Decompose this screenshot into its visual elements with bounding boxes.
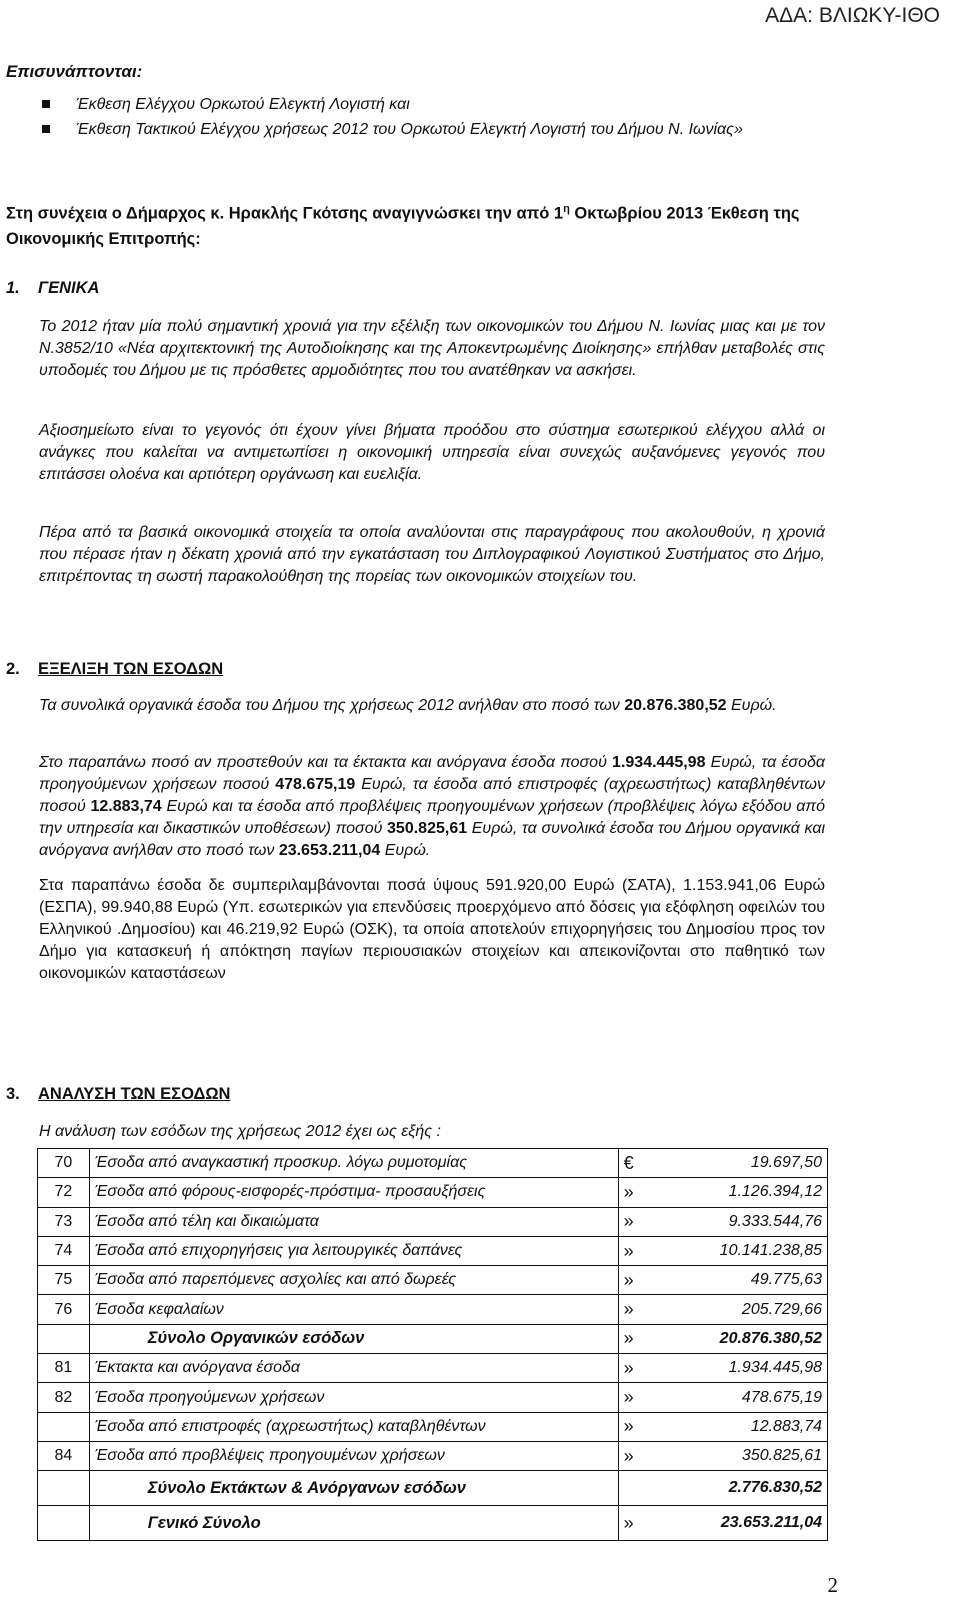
amount-bold: 1.934.445,98 — [612, 754, 706, 771]
row-description: Γενικό Σύνολο — [89, 1506, 618, 1541]
row-symbol: » — [618, 1266, 660, 1295]
section-2-heading — [6, 660, 223, 679]
table-row — [38, 1383, 828, 1412]
section-1-paragraph: Πέρα από τα βασικά οικονομικά στοιχεία τα οποία αναλύονται στις παραγράφους που ακολουθούν, η χρονιά που πέρασε ήταν η δέκατη χρονιά από την εγκατάσταση του Διπλογραφικού Λογιστικού Συστήματος στο Δήμο, επιτρέποντας τη σωστή παρακολούθηση της πορείας των οικονομικών στοιχείων του. — [39, 524, 825, 585]
row-code: 73 — [38, 1207, 90, 1236]
row-code: 72 — [38, 1178, 90, 1207]
row-amount: 20.876.380,52 — [660, 1324, 828, 1353]
intro-superscript: η — [563, 203, 570, 215]
section-title: ΑΝΑΛΥΣΗ ΤΩΝ ΕΣΟΔΩΝ — [38, 1085, 231, 1103]
row-description: Έσοδα από φόρους-εισφορές-πρόστιμα- προσαυξήσεις — [89, 1178, 618, 1207]
amount-bold: 478.675,19 — [275, 776, 356, 793]
row-symbol: » — [618, 1178, 660, 1207]
row-symbol: » — [618, 1207, 660, 1236]
row-description: Σύνολο Οργανικών εσόδων — [89, 1324, 618, 1353]
amount-bold: 12.883,74 — [90, 798, 162, 815]
paragraph-text: Ευρώ. — [726, 697, 777, 714]
row-symbol: » — [618, 1441, 660, 1470]
total-revenue-paragraph — [39, 752, 825, 862]
section-title: ΕΞΕΛΙΞΗ ΤΩΝ ΕΣΟΔΩΝ — [38, 660, 224, 678]
row-symbol: » — [618, 1324, 660, 1353]
amount-bold: 20.876.380,52 — [624, 697, 727, 714]
table-row — [38, 1207, 828, 1236]
row-amount: 12.883,74 — [660, 1412, 828, 1441]
paragraph-text: Στο παραπάνω ποσό αν προστεθούν και τα έκτακτα και ανόργανα έσοδα ποσού — [39, 754, 613, 771]
row-amount: 205.729,66 — [660, 1295, 828, 1324]
row-description: Έσοδα από αναγκαστική προσκυρ. λόγω ρυμοτομίας — [89, 1149, 618, 1178]
intro-text: Στη συνέχεια ο Δήμαρχος κ. Ηρακλής Γκότσης αναγιγνώσκει την από 1 — [6, 204, 564, 223]
excluded-revenue-paragraph: Στα παραπάνω έσοδα δε συμπεριλαμβάνονται ποσά ύψους 591.920,00 Ευρώ (ΣΑΤΑ), 1.153.941,06 Ευρώ (ΕΣΠΑ), 99.940,88 Ευρώ (Υπ. εσωτερικών για επενδύσεις προερχόμενο από δόσεις για εξόφληση οφειλών του Ελληνικού .Δημοσίου) και 46.219,92 Ευρώ (ΟΣΚ), τα οποία αποτελούν επιχορηγήσεις του Δημοσίου προς τον Δήμο για κατασκευή ή απόκτηση παγίων περιουσιακών στοιχείων και απεικονίζονται στο παθητικό των οικονομικών καταστάσεων — [39, 877, 825, 982]
table-row — [38, 1149, 828, 1178]
row-symbol: » — [618, 1412, 660, 1441]
table-row — [38, 1471, 828, 1506]
section-1-paragraph: Αξιοσημείωτο είναι το γεγονός ότι έχουν γίνει βήματα προόδου στο σύστημα εσωτερικού ελέγχου αλλά οι ανάγκες που καλείται να αντιμετωπίσει η οικονομική υπηρεσία είναι συνεχώς αυξανόμενες γεγονός που επιτάσσει ολοένα και αρτιότερη οργάνωση και ευελιξία. — [39, 422, 825, 483]
row-amount: 9.333.544,76 — [660, 1207, 828, 1236]
row-code — [38, 1506, 90, 1541]
row-code: 81 — [38, 1354, 90, 1383]
revenue-table-body — [38, 1149, 828, 1541]
attachments-title: Επισυνάπτονται: — [6, 62, 143, 81]
section-number: 2. — [6, 660, 20, 678]
row-amount: 10.141.238,85 — [660, 1236, 828, 1265]
row-code: 76 — [38, 1295, 90, 1324]
row-code: 75 — [38, 1266, 90, 1295]
row-symbol: » — [618, 1506, 660, 1541]
section-number: 3. — [6, 1085, 20, 1103]
section-number: 1. — [6, 279, 20, 297]
section-3-heading — [6, 1085, 230, 1104]
page-number: 2 — [827, 1573, 838, 1597]
intro-paragraph — [6, 197, 826, 252]
paragraph-text: Ευρώ, τα έσοδα από επιστροφές (αχρεωστήτως) καταβληθέντων ποσού — [39, 776, 826, 815]
section-1-paragraph: Το 2012 ήταν μία πολύ σημαντική χρονιά για την εξέλιξη των οικονομικών του Δήμου Ν. Ιωνίας μιας και με τον Ν.3852/10 «Νέα αρχιτεκτονική της Αυτοδιοίκησης και της Αποκεντρωμένης Διοίκησης» επήλθαν μεταβολές στις υποδομές του Δήμου με τις πρόσθετες αρμοδιότητες που του ανατέθηκαν να ασκήσει. — [39, 318, 825, 379]
row-symbol: » — [618, 1236, 660, 1265]
table-row — [38, 1236, 828, 1265]
row-amount: 49.775,63 — [660, 1266, 828, 1295]
row-description: Έσοδα προηγούμενων χρήσεων — [89, 1383, 618, 1412]
row-symbol: € — [618, 1149, 660, 1178]
row-description: Έσοδα από επιστροφές (αχρεωστήτως) καταβληθέντων — [89, 1412, 618, 1441]
row-code — [38, 1471, 90, 1506]
row-code: 84 — [38, 1441, 90, 1470]
section-title: ΓΕΝΙΚΑ — [38, 279, 100, 297]
section-1-heading — [6, 279, 99, 298]
amount-bold: 23.653.211,04 — [278, 842, 381, 859]
amount-bold: 350.825,61 — [387, 820, 468, 837]
row-amount: 23.653.211,04 — [660, 1506, 828, 1541]
ada-code-header: ΑΔΑ: ΒΛΙΩΚΥ-ΙΘΟ — [765, 4, 940, 27]
row-description: Έσοδα από προβλέψεις προηγουμένων χρήσεων — [89, 1441, 618, 1470]
table-row — [38, 1441, 828, 1470]
row-code: 70 — [38, 1149, 90, 1178]
table-row — [38, 1354, 828, 1383]
table-row — [38, 1324, 828, 1353]
table-row — [38, 1295, 828, 1324]
row-description: Έσοδα από επιχορηγήσεις για λειτουργικές δαπάνες — [89, 1236, 618, 1265]
row-description: Έσοδα κεφαλαίων — [89, 1295, 618, 1324]
row-description: Έκτακτα και ανόργανα έσοδα — [89, 1354, 618, 1383]
paragraph-text: Ευρώ. — [380, 842, 431, 859]
row-description: Σύνολο Εκτάκτων & Ανόργανων εσόδων — [89, 1471, 618, 1506]
row-code: 74 — [38, 1236, 90, 1265]
paragraph-text: Ευρώ, τα συνολικά έσοδα του Δήμου οργανικά και ανόργανα ανήλθαν στο ποσό των — [39, 820, 826, 859]
row-symbol — [618, 1471, 660, 1506]
row-amount: 350.825,61 — [660, 1441, 828, 1470]
paragraph-text: Τα συνολικά οργανικά έσοδα του Δήμου της χρήσεως 2012 ανήλθαν στο ποσό των — [39, 697, 625, 714]
row-amount: 1.934.445,98 — [660, 1354, 828, 1383]
intro-text-end: Οκτωβρίου 2013 Έκθεση της Οικονομικής Επιτροπής: — [6, 204, 800, 248]
table-row — [38, 1178, 828, 1207]
section-3-intro: Η ανάλυση των εσόδων της χρήσεως 2012 έχει ως εξής : — [39, 1123, 441, 1140]
row-amount: 478.675,19 — [660, 1383, 828, 1412]
paragraph-text: Ευρώ, τα έσοδα προηγούμενων χρήσεων ποσού — [39, 754, 825, 793]
row-description: Έσοδα από τέλη και δικαιώματα — [89, 1207, 618, 1236]
row-description: Έσοδα από παρεπόμενες ασχολίες και από δωρεές — [89, 1266, 618, 1295]
attachments-list — [38, 92, 858, 142]
table-row — [38, 1412, 828, 1441]
attachment-item: Έκθεση Τακτικού Ελέγχου χρήσεως 2012 του Ορκωτού Ελεγκτή Λογιστή του Δήμου Ν. Ιωνίας» — [38, 117, 858, 142]
row-symbol: » — [618, 1354, 660, 1383]
row-code — [38, 1412, 90, 1441]
row-symbol: » — [618, 1383, 660, 1412]
attachment-item: Έκθεση Ελέγχου Ορκωτού Ελεγκτή Λογιστή και — [38, 92, 858, 117]
row-amount: 19.697,50 — [660, 1149, 828, 1178]
row-amount: 2.776.830,52 — [660, 1471, 828, 1506]
organic-revenue-paragraph — [39, 695, 825, 717]
paragraph-text: Ευρώ και τα έσοδα από προβλέψεις προηγουμένων χρήσεων (προβλέψεις λόγω εξόδου από την υπηρεσία και δικαστικών υποθέσεων) ποσού — [39, 798, 826, 837]
row-amount: 1.126.394,12 — [660, 1178, 828, 1207]
row-code: 82 — [38, 1383, 90, 1412]
row-code — [38, 1324, 90, 1353]
table-row — [38, 1506, 828, 1541]
row-symbol: » — [618, 1295, 660, 1324]
table-row — [38, 1266, 828, 1295]
revenue-table — [37, 1148, 828, 1541]
